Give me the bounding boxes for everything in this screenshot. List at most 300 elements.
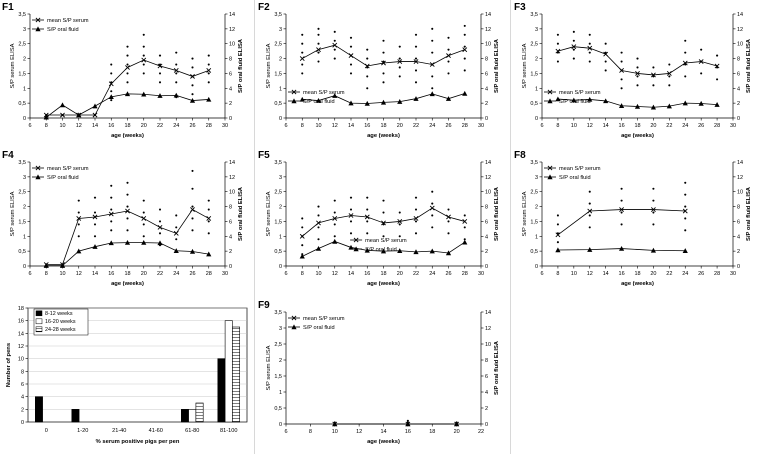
xtick: 28	[461, 271, 468, 277]
series-oral-fluid	[332, 421, 459, 426]
ytick-right: 8	[485, 56, 489, 63]
xtick: 26	[189, 271, 196, 277]
xtick: 18	[380, 271, 387, 277]
xtick: 22	[412, 271, 420, 277]
xtick: 14	[602, 123, 609, 129]
series-oral-fluid	[44, 240, 212, 268]
ytick: 0	[20, 420, 24, 426]
xtick: 10	[315, 271, 322, 277]
ytick: 4	[20, 394, 24, 401]
xtick: 8	[44, 271, 48, 277]
ytick-right: 2	[485, 249, 489, 256]
legend	[32, 18, 44, 31]
xtick: 18	[124, 271, 131, 277]
legend-serum: mean S/P serum	[303, 90, 345, 97]
bar	[72, 409, 79, 422]
ytick-right: 0	[737, 116, 741, 122]
ytick-left: 1,5	[274, 219, 282, 226]
ytick-left: 2	[534, 204, 538, 211]
xtick: 20	[140, 123, 147, 129]
ylabel-left: S/P serum ELISA	[522, 43, 528, 89]
xtick: 22	[156, 271, 164, 277]
scatter-points	[301, 25, 466, 89]
bar	[232, 327, 239, 422]
xtick: 18	[634, 123, 641, 129]
ytick-right: 6	[485, 71, 489, 78]
xtick: 20	[453, 429, 460, 435]
scatter-points	[557, 31, 718, 90]
ytick-left: 1,5	[530, 71, 538, 78]
panel-F3	[512, 0, 763, 148]
xtick: 26	[698, 271, 705, 277]
ytick-right: 4	[737, 86, 741, 93]
xtick: 18	[380, 123, 387, 129]
xtick: 18	[634, 271, 641, 277]
ytick-right: 4	[229, 234, 233, 241]
ytick-right: 10	[485, 342, 492, 348]
xtick: 8	[44, 123, 48, 129]
xtick: 21-40	[112, 428, 127, 434]
xtick: 12	[331, 123, 338, 129]
xlabel: age (weeks)	[367, 439, 400, 445]
xtick: 28	[461, 123, 468, 129]
xtick: 26	[445, 271, 452, 277]
xtick: 6	[540, 123, 544, 129]
panel-F8	[512, 148, 763, 296]
serum-mean-marker	[463, 48, 467, 52]
ytick-left: 1	[22, 234, 26, 241]
xtick: 16	[364, 123, 371, 129]
serum-mean-marker	[158, 225, 162, 229]
legend-serum: mean S/P serum	[47, 18, 89, 25]
xtick: 30	[477, 271, 485, 277]
xtick: 22	[666, 123, 673, 129]
ytick-right: 4	[229, 86, 233, 93]
ytick-right: 6	[737, 71, 741, 78]
xtick: 28	[714, 271, 721, 277]
series-serum-mean	[44, 207, 211, 266]
ytick-left: 2	[278, 358, 282, 364]
xtick: 14	[347, 123, 355, 129]
ytick-right: 12	[737, 26, 744, 33]
panel-label: F2	[258, 2, 270, 13]
xtick: 18	[124, 123, 131, 129]
ytick: 6	[20, 382, 24, 388]
ytick: 14	[17, 331, 24, 338]
xtick: 16	[108, 123, 115, 129]
xtick: 10	[331, 429, 338, 435]
legend-oral: S/P oral fluid	[47, 175, 79, 182]
xtick: 24	[173, 123, 180, 129]
xtick: 28	[714, 123, 721, 129]
xtick: 6	[284, 123, 288, 129]
ytick-left: 0	[534, 264, 538, 270]
xtick: 16	[108, 271, 115, 277]
oral-fluid-marker	[60, 102, 65, 107]
ytick-right: 6	[485, 374, 489, 380]
xtick: 22	[156, 123, 164, 129]
panel-F2	[256, 0, 511, 148]
xtick: 22	[666, 271, 673, 277]
bar	[218, 359, 225, 422]
serum-mean-marker	[190, 74, 194, 78]
xtick: 0	[44, 428, 48, 434]
panel-label: F3	[514, 2, 526, 13]
xlabel: age (weeks)	[621, 133, 654, 139]
ytick-right: 8	[229, 56, 233, 63]
xtick: 24	[682, 123, 689, 129]
xtick: 12	[356, 429, 363, 435]
ytick: 8	[20, 369, 24, 376]
xtick: 12	[586, 271, 593, 277]
ytick-left: 2,5	[274, 189, 282, 196]
ytick-left: 2,5	[18, 189, 26, 196]
panel-F4	[0, 148, 255, 296]
ytick-right: 14	[229, 160, 236, 166]
ytick-right: 6	[485, 219, 489, 226]
ytick-right: 14	[485, 12, 492, 18]
ytick: 18	[17, 306, 24, 312]
ytick-right: 4	[485, 86, 489, 93]
oral-fluid-marker	[430, 91, 435, 96]
xtick: 8	[556, 123, 560, 129]
ytick-left: 1,5	[18, 71, 26, 78]
ytick-left: 3,5	[530, 160, 538, 166]
ylabel-right: S/P oral fluid ELISA	[494, 340, 500, 396]
ytick-right: 12	[485, 174, 492, 181]
xtick: 26	[698, 123, 705, 129]
panel-label: F1	[2, 2, 14, 13]
ylabel-left: S/P serum ELISA	[10, 191, 16, 237]
xtick: 26	[445, 123, 452, 129]
ytick: 16	[17, 318, 24, 325]
ytick-left: 3	[278, 174, 282, 181]
ytick-right: 14	[229, 12, 236, 18]
legend	[544, 90, 556, 103]
scatter-points	[45, 34, 210, 116]
xtick: 6	[284, 429, 288, 435]
legend	[288, 316, 300, 329]
xtick: 41-60	[148, 428, 163, 434]
ytick-left: 2,5	[530, 189, 538, 196]
ytick-left: 1	[278, 86, 282, 93]
ytick-left: 1,5	[274, 374, 282, 380]
ytick-left: 3,5	[274, 310, 282, 316]
xtick: 20	[140, 271, 147, 277]
xtick: 14	[602, 271, 609, 277]
ylabel: Number of pens	[6, 342, 12, 388]
xtick: 16	[618, 271, 625, 277]
panel-pen-distribution	[0, 298, 255, 454]
bar	[196, 403, 203, 422]
ytick-right: 4	[485, 234, 489, 241]
ytick-left: 0,5	[530, 249, 538, 256]
xtick: 14	[347, 271, 355, 277]
legend-serum: mean S/P serum	[365, 238, 407, 245]
ylabel-left: S/P serum ELISA	[266, 345, 272, 391]
ytick-left: 3	[22, 174, 26, 181]
oral-fluid-marker	[316, 246, 321, 251]
legend-oral: S/P oral fluid	[47, 27, 79, 34]
xtick: 6	[284, 271, 288, 277]
ytick-right: 12	[485, 26, 492, 33]
xtick: 10	[570, 123, 577, 129]
xtick: 28	[205, 271, 212, 277]
ytick-left: 1,5	[530, 219, 538, 226]
legend-oral: S/P oral fluid	[303, 325, 335, 332]
ytick-left: 3	[534, 174, 538, 181]
ytick-right: 14	[737, 12, 744, 18]
bar	[35, 397, 42, 422]
ytick-left: 0,5	[18, 101, 26, 108]
ytick-right: 10	[737, 189, 744, 196]
xlabel: age (weeks)	[111, 281, 144, 287]
ytick-left: 3,5	[274, 12, 282, 18]
legend-serum: mean S/P serum	[47, 166, 89, 173]
ytick-left: 1	[22, 86, 26, 93]
xtick: 24	[682, 271, 689, 277]
ytick-right: 8	[229, 204, 233, 211]
xtick: 8	[556, 271, 560, 277]
xtick: 10	[315, 123, 322, 129]
xlabel: age (weeks)	[367, 133, 400, 139]
ytick-right: 12	[229, 174, 236, 181]
ylabel-right: S/P oral fluid ELISA	[494, 186, 500, 242]
ytick-right: 0	[485, 422, 489, 428]
ytick-left: 3	[278, 26, 282, 33]
series-serum-mean	[300, 206, 467, 238]
ytick-left: 0,5	[274, 249, 282, 256]
panel-F9	[256, 298, 511, 454]
scatter-points	[557, 182, 686, 252]
ytick-right: 10	[485, 41, 492, 48]
xtick: 30	[729, 123, 737, 129]
serum-mean-marker	[300, 234, 304, 238]
ytick-left: 3	[534, 26, 538, 33]
panel-label: F8	[514, 150, 526, 161]
ytick-left: 2	[278, 204, 282, 211]
ytick-left: 3,5	[530, 12, 538, 18]
legend	[544, 166, 556, 179]
serum-mean-marker	[142, 216, 146, 220]
ylabel-right: S/P oral fluid ELISA	[746, 186, 752, 242]
ytick-right: 8	[485, 358, 489, 364]
ytick-right: 0	[229, 264, 233, 270]
legend	[350, 238, 362, 251]
xtick: 12	[75, 123, 82, 129]
xtick: 20	[396, 271, 403, 277]
xtick: 20	[396, 123, 403, 129]
ytick-left: 2	[278, 56, 282, 63]
xtick: 8	[300, 123, 304, 129]
ytick-right: 12	[229, 26, 236, 33]
ytick-right: 2	[485, 101, 489, 108]
ytick: 10	[17, 356, 24, 363]
ytick-left: 0	[278, 116, 282, 122]
series-serum-mean	[556, 45, 719, 77]
legend-serum: mean S/P serum	[559, 166, 601, 173]
xlabel: age (weeks)	[111, 133, 144, 139]
legend-entry: 24-28 weeks	[45, 327, 76, 333]
xtick: 61-80	[185, 428, 200, 434]
serum-mean-marker	[190, 207, 194, 211]
legend-entry: 8-12 weeks	[45, 311, 73, 317]
xtick: 20	[650, 271, 657, 277]
xtick: 16	[618, 123, 625, 129]
xtick: 12	[75, 271, 82, 277]
ytick-right: 2	[737, 101, 741, 108]
xtick: 10	[570, 271, 577, 277]
xtick: 8	[300, 271, 304, 277]
xtick: 22	[477, 429, 485, 435]
ytick-right: 0	[485, 264, 489, 270]
panel-label: F9	[258, 300, 270, 311]
panel-divider	[510, 0, 511, 454]
ytick-left: 0,5	[274, 101, 282, 108]
xtick: 26	[189, 123, 196, 129]
serum-mean-marker	[300, 56, 304, 60]
serum-mean-marker	[207, 68, 211, 72]
oral-fluid-marker	[332, 239, 337, 244]
ytick-left: 2,5	[274, 41, 282, 48]
xtick: 6	[28, 123, 32, 129]
ylabel-right: S/P oral fluid ELISA	[746, 38, 752, 94]
xtick: 10	[59, 123, 66, 129]
ytick-right: 2	[229, 101, 233, 108]
oral-fluid-marker	[92, 104, 97, 109]
ytick-left: 0,5	[18, 249, 26, 256]
oral-fluid-marker	[462, 240, 467, 245]
xtick: 24	[429, 123, 436, 129]
ytick-right: 6	[229, 71, 233, 78]
ytick-right: 0	[737, 264, 741, 270]
legend-serum: mean S/P serum	[559, 90, 601, 97]
series-serum-mean	[300, 43, 467, 68]
ytick: 12	[17, 344, 24, 350]
ylabel-left: S/P serum ELISA	[266, 43, 272, 89]
legend-oral: S/P oral fluid	[559, 175, 591, 182]
panel-label: F5	[258, 150, 270, 161]
xtick: 14	[91, 123, 99, 129]
ytick-right: 6	[229, 219, 233, 226]
xtick: 14	[380, 429, 387, 435]
ytick-left: 2,5	[274, 342, 282, 348]
ytick-left: 3,5	[18, 12, 26, 18]
xtick: 28	[205, 123, 212, 129]
xtick: 30	[477, 123, 485, 129]
legend	[288, 90, 300, 103]
bar	[225, 321, 232, 422]
ytick-left: 0	[22, 116, 26, 122]
ytick-left: 3,5	[18, 160, 26, 166]
ytick-right: 2	[737, 249, 741, 256]
serum-mean-marker	[430, 206, 434, 210]
serum-mean-marker	[207, 216, 211, 220]
ytick-left: 0	[278, 422, 282, 428]
xtick: 12	[331, 271, 338, 277]
ylabel-right: S/P oral fluid ELISA	[238, 38, 244, 94]
ytick-right: 0	[485, 116, 489, 122]
xtick: 30	[729, 271, 737, 277]
ytick-right: 14	[485, 160, 492, 166]
legend-oral: S/P oral fluid	[303, 99, 335, 106]
xtick: 16	[404, 429, 411, 435]
ytick-left: 1,5	[274, 71, 282, 78]
ytick-left: 2,5	[18, 41, 26, 48]
scatter-points	[334, 420, 458, 424]
xtick: 24	[429, 271, 436, 277]
ytick-right: 2	[485, 406, 489, 412]
serum-mean-marker	[142, 58, 146, 62]
xlabel: % serum positive pigs per pen	[95, 439, 180, 445]
ytick-right: 4	[737, 234, 741, 241]
ylabel-right: S/P oral fluid ELISA	[494, 38, 500, 94]
ytick-left: 0	[22, 264, 26, 270]
legend-serum: mean S/P serum	[303, 316, 345, 323]
xlabel: age (weeks)	[621, 281, 654, 287]
ytick-right: 10	[485, 189, 492, 196]
ytick-right: 10	[229, 189, 236, 196]
ytick-right: 14	[485, 310, 492, 316]
panel-F5	[256, 148, 511, 296]
xtick: 18	[429, 429, 436, 435]
ytick-left: 0	[278, 264, 282, 270]
ylabel-right: S/P oral fluid ELISA	[238, 186, 244, 242]
ytick-right: 4	[485, 390, 489, 396]
ytick-left: 1	[534, 86, 538, 93]
ytick-left: 2	[22, 204, 26, 211]
serum-mean-marker	[349, 54, 353, 58]
xtick: 22	[412, 123, 420, 129]
ytick-right: 14	[737, 160, 744, 166]
xtick: 6	[28, 271, 32, 277]
serum-mean-marker	[446, 54, 450, 58]
xtick: 12	[586, 123, 593, 129]
ytick-left: 1,5	[18, 219, 26, 226]
xtick: 30	[221, 123, 229, 129]
bar	[189, 409, 196, 422]
xtick: 8	[308, 429, 312, 435]
xtick: 20	[650, 123, 657, 129]
ytick-left: 1	[278, 234, 282, 241]
ytick-left: 1	[278, 390, 282, 396]
ytick-right: 8	[737, 204, 741, 211]
legend-oral: S/P oral fluid	[559, 99, 591, 106]
legend	[32, 166, 44, 179]
bar	[181, 409, 188, 422]
xlabel: age (weeks)	[367, 281, 400, 287]
legend-entry: 16-20 weeks	[45, 319, 76, 325]
xtick: 10	[59, 271, 66, 277]
xtick: 1-20	[77, 428, 89, 434]
series-serum-mean	[44, 58, 211, 117]
ytick: 2	[20, 407, 24, 414]
ytick-left: 3	[278, 326, 282, 332]
ytick-right: 2	[229, 249, 233, 256]
ytick-right: 10	[229, 41, 236, 48]
ytick-left: 0	[534, 116, 538, 122]
panel-divider	[254, 0, 255, 454]
ytick-left: 2,5	[530, 41, 538, 48]
ytick-right: 10	[737, 41, 744, 48]
xtick: 16	[364, 271, 371, 277]
ylabel-left: S/P serum ELISA	[522, 191, 528, 237]
ytick-left: 1	[534, 234, 538, 241]
xtick: 30	[221, 271, 229, 277]
ytick-right: 8	[485, 204, 489, 211]
ytick-left: 0,5	[530, 101, 538, 108]
panel-label: F4	[2, 150, 14, 161]
